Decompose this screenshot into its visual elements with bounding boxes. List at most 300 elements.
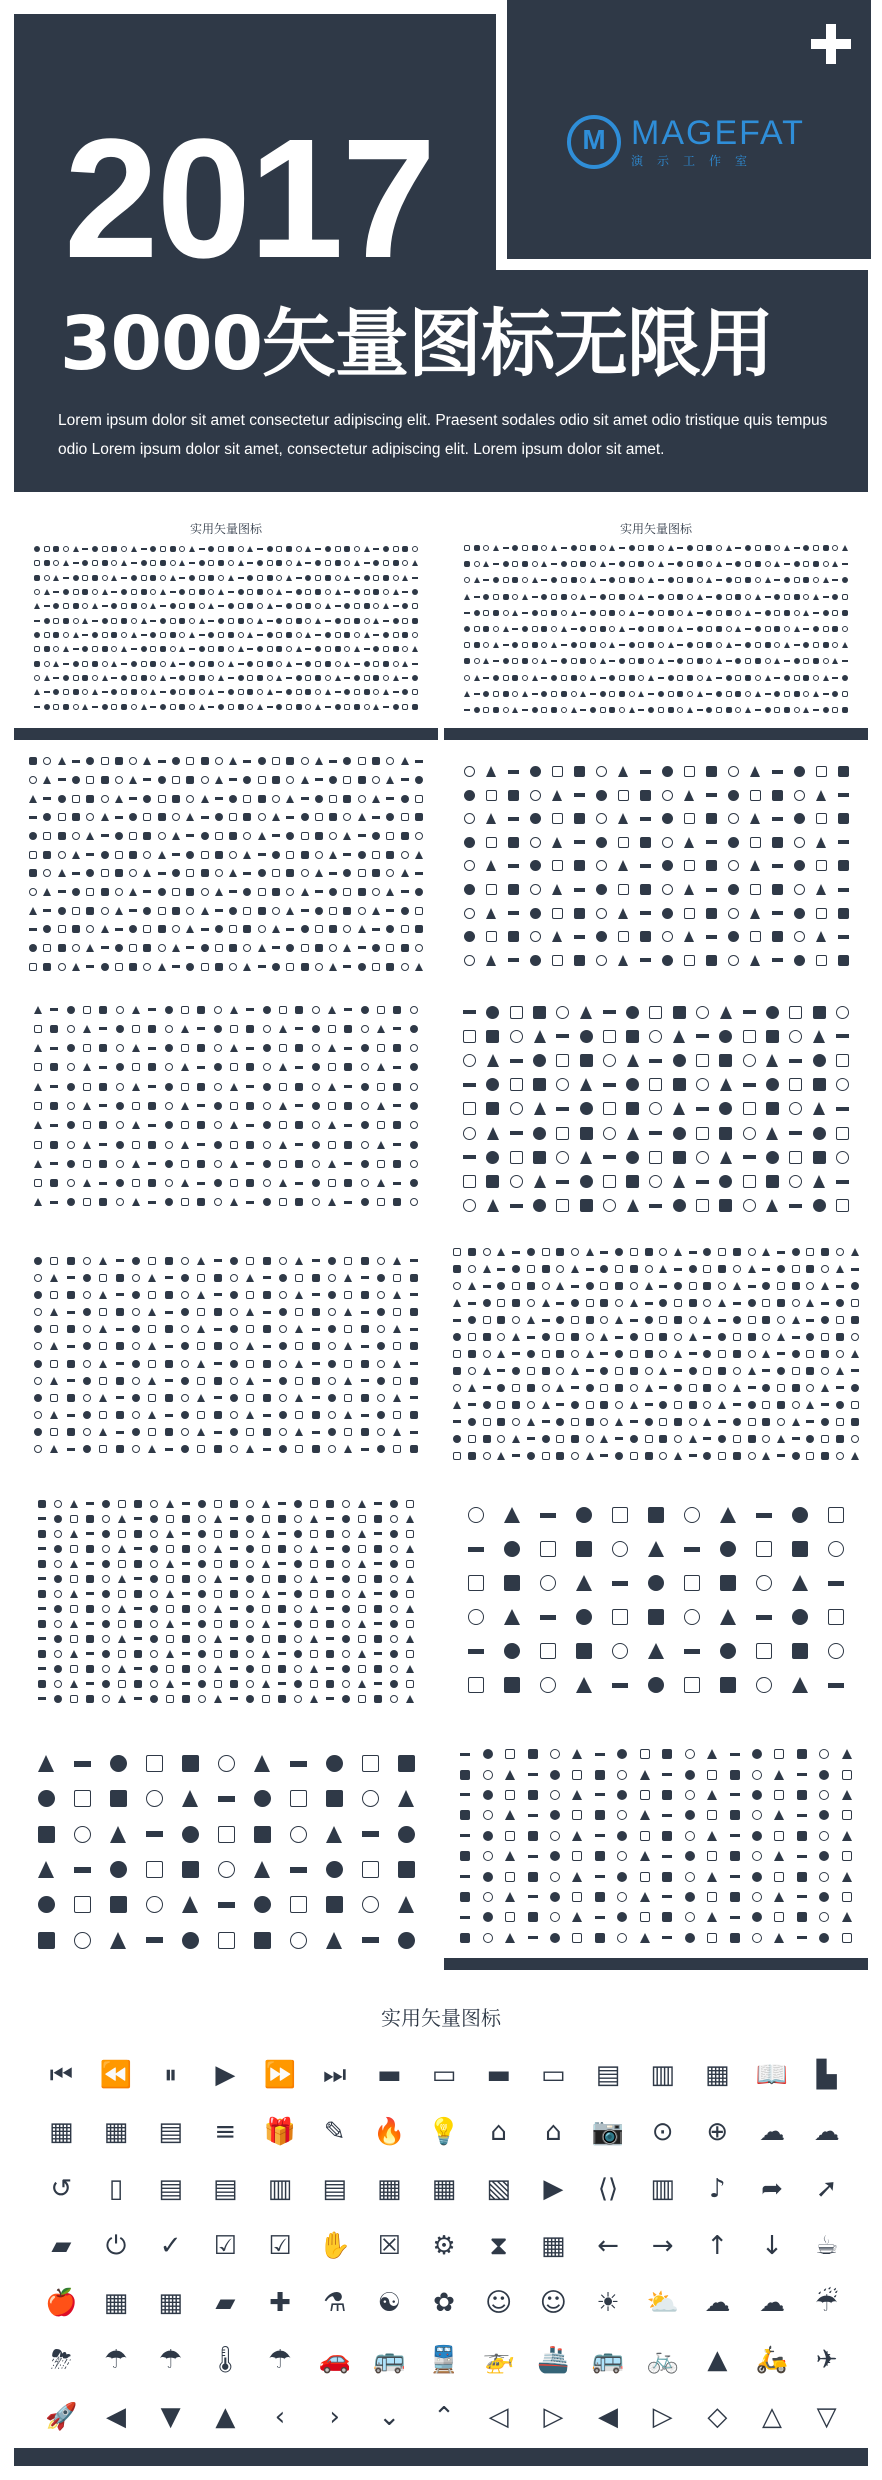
icon-thumb <box>246 1291 254 1299</box>
icon-thumb <box>34 1179 42 1187</box>
final-icon: ▤ <box>213 2173 238 2204</box>
icon-thumb <box>218 1796 235 1802</box>
icon-thumb <box>386 869 394 877</box>
icon-thumb <box>361 1025 369 1033</box>
icon-thumb <box>279 1025 287 1033</box>
icon-thumb <box>540 1615 556 1620</box>
icon-thumb <box>505 1810 515 1820</box>
icon-thumb <box>74 1867 91 1873</box>
icon-thumb <box>181 1121 189 1129</box>
icon-thumb <box>111 632 117 638</box>
icon-thumb <box>386 851 394 859</box>
icon-thumb <box>358 1665 366 1673</box>
icon-thumb <box>668 675 674 681</box>
icon-thumb <box>542 1435 550 1443</box>
icon-thumb <box>43 869 51 877</box>
icon-thumb <box>247 675 253 681</box>
icon-thumb <box>344 1445 352 1453</box>
icon-thumb <box>258 813 266 821</box>
icon-thumb <box>797 1912 807 1922</box>
icon-thumb <box>132 1377 140 1385</box>
icon-thumb <box>674 1316 682 1324</box>
icon-thumb <box>797 1749 807 1759</box>
icon-thumb <box>595 1892 605 1902</box>
final-icon: ☺ <box>485 2287 513 2318</box>
icon-thumb <box>697 577 703 583</box>
icon-thumb <box>218 704 224 710</box>
icon-thumb <box>58 963 66 971</box>
icon-thumb <box>263 1006 271 1014</box>
icon-thumb <box>813 1102 825 1115</box>
icon-thumb <box>215 963 223 971</box>
icon-thumb <box>296 689 302 695</box>
icon-thumb <box>246 1047 254 1050</box>
icon-thumb <box>745 545 751 551</box>
icon-thumb <box>286 851 294 859</box>
icon-thumb <box>627 1127 639 1140</box>
icon-thumb <box>533 1151 546 1164</box>
final-icon: ▷ <box>652 2401 673 2432</box>
icon-thumb <box>116 1308 124 1316</box>
icon-thumb <box>111 677 117 679</box>
icon-thumb <box>102 1500 110 1508</box>
icon-thumb <box>752 1831 762 1841</box>
icon-thumb <box>836 1248 844 1256</box>
icon-thumb <box>230 1291 238 1299</box>
icon-thumb <box>745 628 751 630</box>
sheet-footer-bar <box>14 728 438 740</box>
icon-thumb <box>390 1500 398 1508</box>
icon-thumb <box>263 1311 271 1314</box>
icon-thumb <box>541 707 547 713</box>
icon-thumb <box>572 1851 582 1861</box>
icon-thumb <box>170 591 176 593</box>
icon-thumb <box>358 907 366 915</box>
icon-thumb <box>580 1054 593 1067</box>
icon-thumb <box>627 1199 639 1212</box>
icon-thumb <box>774 1892 784 1902</box>
icon-thumb <box>34 1121 42 1129</box>
icon-thumb <box>483 1810 493 1820</box>
icon-thumb <box>328 1006 336 1014</box>
icon-thumb <box>453 1401 461 1409</box>
icon-thumb <box>794 626 800 632</box>
icon-thumb <box>745 594 751 600</box>
icon-thumb <box>374 1545 382 1553</box>
icon-thumb <box>325 661 331 667</box>
icon-thumb <box>258 888 266 896</box>
final-icon: ⛈ <box>50 2344 72 2375</box>
icon-thumb <box>132 1274 140 1282</box>
icon-thumb <box>166 1590 174 1598</box>
final-icon: ▦ <box>158 2287 183 2318</box>
icon-thumb <box>267 546 273 552</box>
icon-thumb <box>794 691 800 697</box>
icon-thumb <box>134 1680 142 1688</box>
icon-thumb <box>295 1308 303 1316</box>
icon-thumb <box>197 1291 205 1299</box>
icon-thumb <box>166 1680 174 1688</box>
icon-thumb <box>361 1291 369 1299</box>
icon-thumb <box>762 1418 770 1426</box>
icon-thumb <box>813 1030 825 1043</box>
icon-thumb <box>836 1034 849 1038</box>
icon-thumb <box>401 890 409 893</box>
icon-thumb <box>182 1682 190 1685</box>
icon-thumb <box>794 675 800 681</box>
icon-thumb <box>358 1500 366 1508</box>
icon-thumb <box>542 1333 550 1341</box>
icon-thumb <box>286 618 292 624</box>
icon-thumb <box>228 560 234 566</box>
icon-thumb <box>609 563 615 565</box>
icon-thumb <box>189 546 195 552</box>
icon-thumb <box>510 1030 523 1043</box>
icon-thumb <box>99 1291 107 1299</box>
icon-thumb <box>53 677 59 679</box>
icon-thumb <box>290 1896 307 1913</box>
icon-thumb <box>272 813 280 821</box>
icon-thumb <box>326 1577 334 1580</box>
icon-thumb <box>246 1141 254 1149</box>
icon-thumb <box>726 675 732 681</box>
icon-thumb <box>158 907 166 915</box>
icon-thumb <box>508 884 519 895</box>
icon-thumb <box>267 589 273 595</box>
icon-thumb <box>326 1790 343 1807</box>
icon-thumb <box>315 646 321 652</box>
icon-thumb <box>806 1384 814 1392</box>
icon-thumb <box>257 675 263 681</box>
icon-thumb <box>34 589 40 595</box>
final-icon: 🍎 <box>45 2287 78 2318</box>
icon-thumb <box>201 816 209 819</box>
icon-thumb <box>278 1635 286 1643</box>
icon-thumb <box>165 1121 173 1129</box>
icon-thumb <box>541 579 547 581</box>
icon-thumb <box>34 1160 42 1168</box>
icon-thumb <box>574 813 585 824</box>
icon-thumb <box>83 1006 91 1014</box>
icon-thumb <box>296 632 302 638</box>
icon-thumb <box>294 1680 302 1688</box>
icon-thumb <box>803 577 809 583</box>
icon-thumb <box>410 1342 418 1350</box>
icon-thumb <box>748 1299 756 1307</box>
icon-thumb <box>201 795 209 803</box>
icon-thumb <box>383 661 389 667</box>
icon-thumb <box>468 1282 476 1290</box>
icon-thumb <box>794 766 805 777</box>
icon-thumb <box>170 661 176 667</box>
icon-thumb <box>344 1008 352 1011</box>
icon-thumb <box>720 1541 736 1557</box>
icon-thumb <box>689 1251 697 1254</box>
icon-thumb <box>358 1545 366 1553</box>
icon-thumb <box>361 1141 369 1149</box>
icon-thumb <box>67 1160 75 1168</box>
icon-thumb <box>53 575 59 581</box>
icon-thumb <box>373 634 379 636</box>
icon-thumb <box>750 837 761 848</box>
icon-thumb <box>832 594 838 600</box>
icon-thumb <box>263 1325 271 1333</box>
icon-thumb <box>38 1697 46 1700</box>
icon-thumb <box>121 704 127 710</box>
icon-thumb <box>279 1342 287 1350</box>
icon-thumb <box>344 1360 352 1368</box>
icon-thumb <box>305 618 311 624</box>
icon-thumb <box>86 832 94 840</box>
icon-thumb <box>762 1299 770 1307</box>
icon-thumb <box>464 837 475 848</box>
icon-thumb <box>777 1384 785 1392</box>
icon-thumb <box>186 869 194 877</box>
icon-thumb <box>50 1141 58 1149</box>
icon-thumb <box>792 1437 800 1440</box>
icon-thumb <box>460 1892 470 1902</box>
icon-thumb <box>53 646 59 652</box>
icon-thumb <box>626 1078 639 1091</box>
icon-thumb <box>141 575 147 581</box>
icon-thumb <box>755 594 761 600</box>
icon-thumb <box>358 1515 366 1523</box>
icon-thumb <box>165 1102 173 1110</box>
icon-thumb <box>53 560 59 566</box>
icon-thumb <box>54 1635 62 1643</box>
icon-thumb <box>315 689 321 695</box>
icon-thumb <box>99 1394 107 1402</box>
icon-thumb <box>580 709 586 711</box>
icon-thumb <box>748 1333 756 1341</box>
icon-thumb <box>648 577 654 583</box>
icon-thumb <box>590 545 596 551</box>
icon-thumb <box>44 589 50 595</box>
final-icon: 🌡 <box>208 2344 242 2375</box>
icon-thumb <box>102 691 108 693</box>
icon-thumb <box>659 1418 667 1426</box>
icon-thumb <box>512 1265 520 1273</box>
icon-thumb <box>165 1448 173 1451</box>
icon-thumb <box>792 1282 800 1290</box>
icon-thumb <box>497 1268 505 1271</box>
icon-thumb <box>530 908 541 919</box>
icon-thumb <box>54 1575 62 1583</box>
icon-thumb <box>762 1401 770 1409</box>
icon-thumb <box>229 832 237 840</box>
icon-thumb <box>797 1936 807 1939</box>
icon-thumb <box>743 1155 756 1159</box>
icon-thumb <box>733 1302 741 1305</box>
icon-thumb <box>121 646 127 652</box>
icon-thumb <box>182 1665 190 1673</box>
icon-thumb <box>179 603 185 609</box>
icon-thumb <box>658 642 664 648</box>
icon-thumb <box>301 832 309 840</box>
icon-thumb <box>276 560 282 566</box>
icon-thumb <box>165 1345 173 1348</box>
icon-thumb <box>750 955 760 966</box>
icon-thumb <box>383 575 389 581</box>
icon-thumb <box>278 1622 286 1625</box>
icon-thumb <box>344 575 350 581</box>
final-icon: ▥ <box>650 2059 675 2090</box>
icon-thumb <box>468 1265 476 1273</box>
icon-thumb <box>828 1643 844 1659</box>
icon-thumb <box>662 766 673 777</box>
icon-thumb <box>29 757 37 765</box>
icon-thumb <box>286 560 292 566</box>
icon-thumb <box>532 707 538 713</box>
icon-thumb <box>659 1435 667 1443</box>
icon-thumb <box>619 675 625 681</box>
icon-thumb <box>53 661 59 667</box>
icon-thumb <box>115 851 123 859</box>
icon-thumb <box>402 575 408 581</box>
icon-thumb <box>512 594 518 600</box>
icon-thumb <box>83 1325 91 1333</box>
icon-thumb <box>777 1265 785 1273</box>
icon-thumb <box>305 546 311 552</box>
icon-thumb <box>551 563 557 565</box>
icon-thumb <box>344 1141 352 1149</box>
icon-thumb <box>344 632 350 638</box>
icon-thumb <box>230 1530 238 1538</box>
icon-thumb <box>728 884 739 895</box>
icon-thumb <box>278 1665 286 1673</box>
icon-thumb <box>246 1428 254 1436</box>
icon-thumb <box>842 691 848 697</box>
icon-thumb <box>762 1333 770 1341</box>
icon-thumb <box>373 675 379 681</box>
icon-thumb <box>590 642 596 648</box>
icon-thumb <box>530 837 541 848</box>
icon-thumb <box>685 1851 695 1861</box>
icon-thumb <box>648 1541 664 1557</box>
icon-thumb <box>600 1454 608 1457</box>
icon-thumb <box>645 1403 653 1406</box>
icon-thumb <box>728 790 739 801</box>
icon-thumb <box>228 618 234 624</box>
icon-thumb <box>315 944 323 952</box>
icon-thumb <box>165 1414 173 1417</box>
icon-thumb <box>67 1083 75 1091</box>
icon-thumb <box>215 757 223 765</box>
icon-thumb <box>118 1620 126 1628</box>
icon-thumb <box>344 1377 352 1385</box>
icon-thumb <box>819 1770 829 1780</box>
icon-thumb <box>263 1179 271 1187</box>
icon-thumb <box>406 1560 414 1568</box>
icon-thumb <box>483 1367 491 1375</box>
icon-thumb <box>406 1665 414 1673</box>
icon-grid <box>458 1498 854 1702</box>
icon-thumb <box>596 931 607 942</box>
icon-thumb <box>238 603 244 609</box>
icon-thumb <box>777 1401 785 1409</box>
icon-thumb <box>116 1198 124 1206</box>
icon-thumb <box>166 1650 174 1658</box>
icon-thumb <box>697 709 703 711</box>
icon-thumb <box>197 1411 205 1419</box>
icon-thumb <box>398 1896 414 1913</box>
icon-thumb <box>659 1401 667 1409</box>
icon-thumb <box>201 907 209 915</box>
icon-thumb <box>326 1826 342 1843</box>
icon-thumb <box>189 562 195 564</box>
icon-thumb <box>272 776 280 784</box>
icon-thumb <box>842 660 848 662</box>
icon-thumb <box>34 661 40 667</box>
icon-thumb <box>229 907 237 915</box>
final-icon: ⏮ <box>49 2059 74 2090</box>
icon-thumb <box>166 1605 174 1613</box>
icon-thumb <box>34 575 40 581</box>
icon-thumb <box>373 704 379 710</box>
icon-thumb <box>390 1695 398 1703</box>
icon-thumb <box>542 1384 550 1392</box>
icon-thumb <box>150 1530 158 1538</box>
icon-thumb <box>483 1248 491 1256</box>
icon-thumb <box>131 575 137 581</box>
icon-thumb <box>733 1282 741 1290</box>
icon-thumb <box>354 704 360 710</box>
icon-thumb <box>238 646 244 652</box>
icon-thumb <box>286 928 294 931</box>
icon-thumb <box>358 869 366 877</box>
final-icon: ⏭ <box>322 2059 347 2090</box>
icon-thumb <box>118 1515 126 1523</box>
icon-thumb <box>229 795 237 803</box>
icon-thumb <box>372 888 380 896</box>
icon-thumb <box>393 1104 401 1107</box>
icon-thumb <box>262 1665 270 1673</box>
icon-thumb <box>393 1198 401 1206</box>
final-icon: 🚆 <box>427 2344 461 2375</box>
icon-thumb <box>208 632 214 638</box>
icon-thumb <box>415 760 423 763</box>
icon-thumb <box>750 884 761 895</box>
icon-thumb <box>541 594 547 600</box>
icon-thumb <box>208 589 214 595</box>
icon-thumb <box>745 577 751 583</box>
icon-thumb <box>141 704 147 710</box>
icon-thumb <box>34 1025 42 1033</box>
icon-thumb <box>792 1677 808 1693</box>
icon-thumb <box>552 813 563 824</box>
icon-thumb <box>186 963 194 971</box>
icon-thumb <box>197 1104 205 1107</box>
icon-thumb <box>344 1274 352 1282</box>
icon-thumb <box>328 1141 336 1149</box>
icon-thumb <box>668 594 674 600</box>
icon-thumb <box>629 642 635 648</box>
icon-thumb <box>182 1652 190 1655</box>
icon-thumb <box>615 1367 623 1375</box>
icon-thumb <box>806 1367 814 1375</box>
icon-sheet-2 <box>444 506 868 740</box>
icon-thumb <box>181 1428 189 1436</box>
icon-thumb <box>294 1590 302 1598</box>
icon-thumb <box>344 1162 352 1165</box>
icon-thumb <box>401 795 409 803</box>
icon-thumb <box>86 1515 94 1523</box>
icon-thumb <box>629 577 635 583</box>
icon-thumb <box>541 626 547 632</box>
icon-thumb <box>648 675 654 681</box>
icon-thumb <box>301 944 309 952</box>
icon-thumb <box>38 1590 46 1598</box>
